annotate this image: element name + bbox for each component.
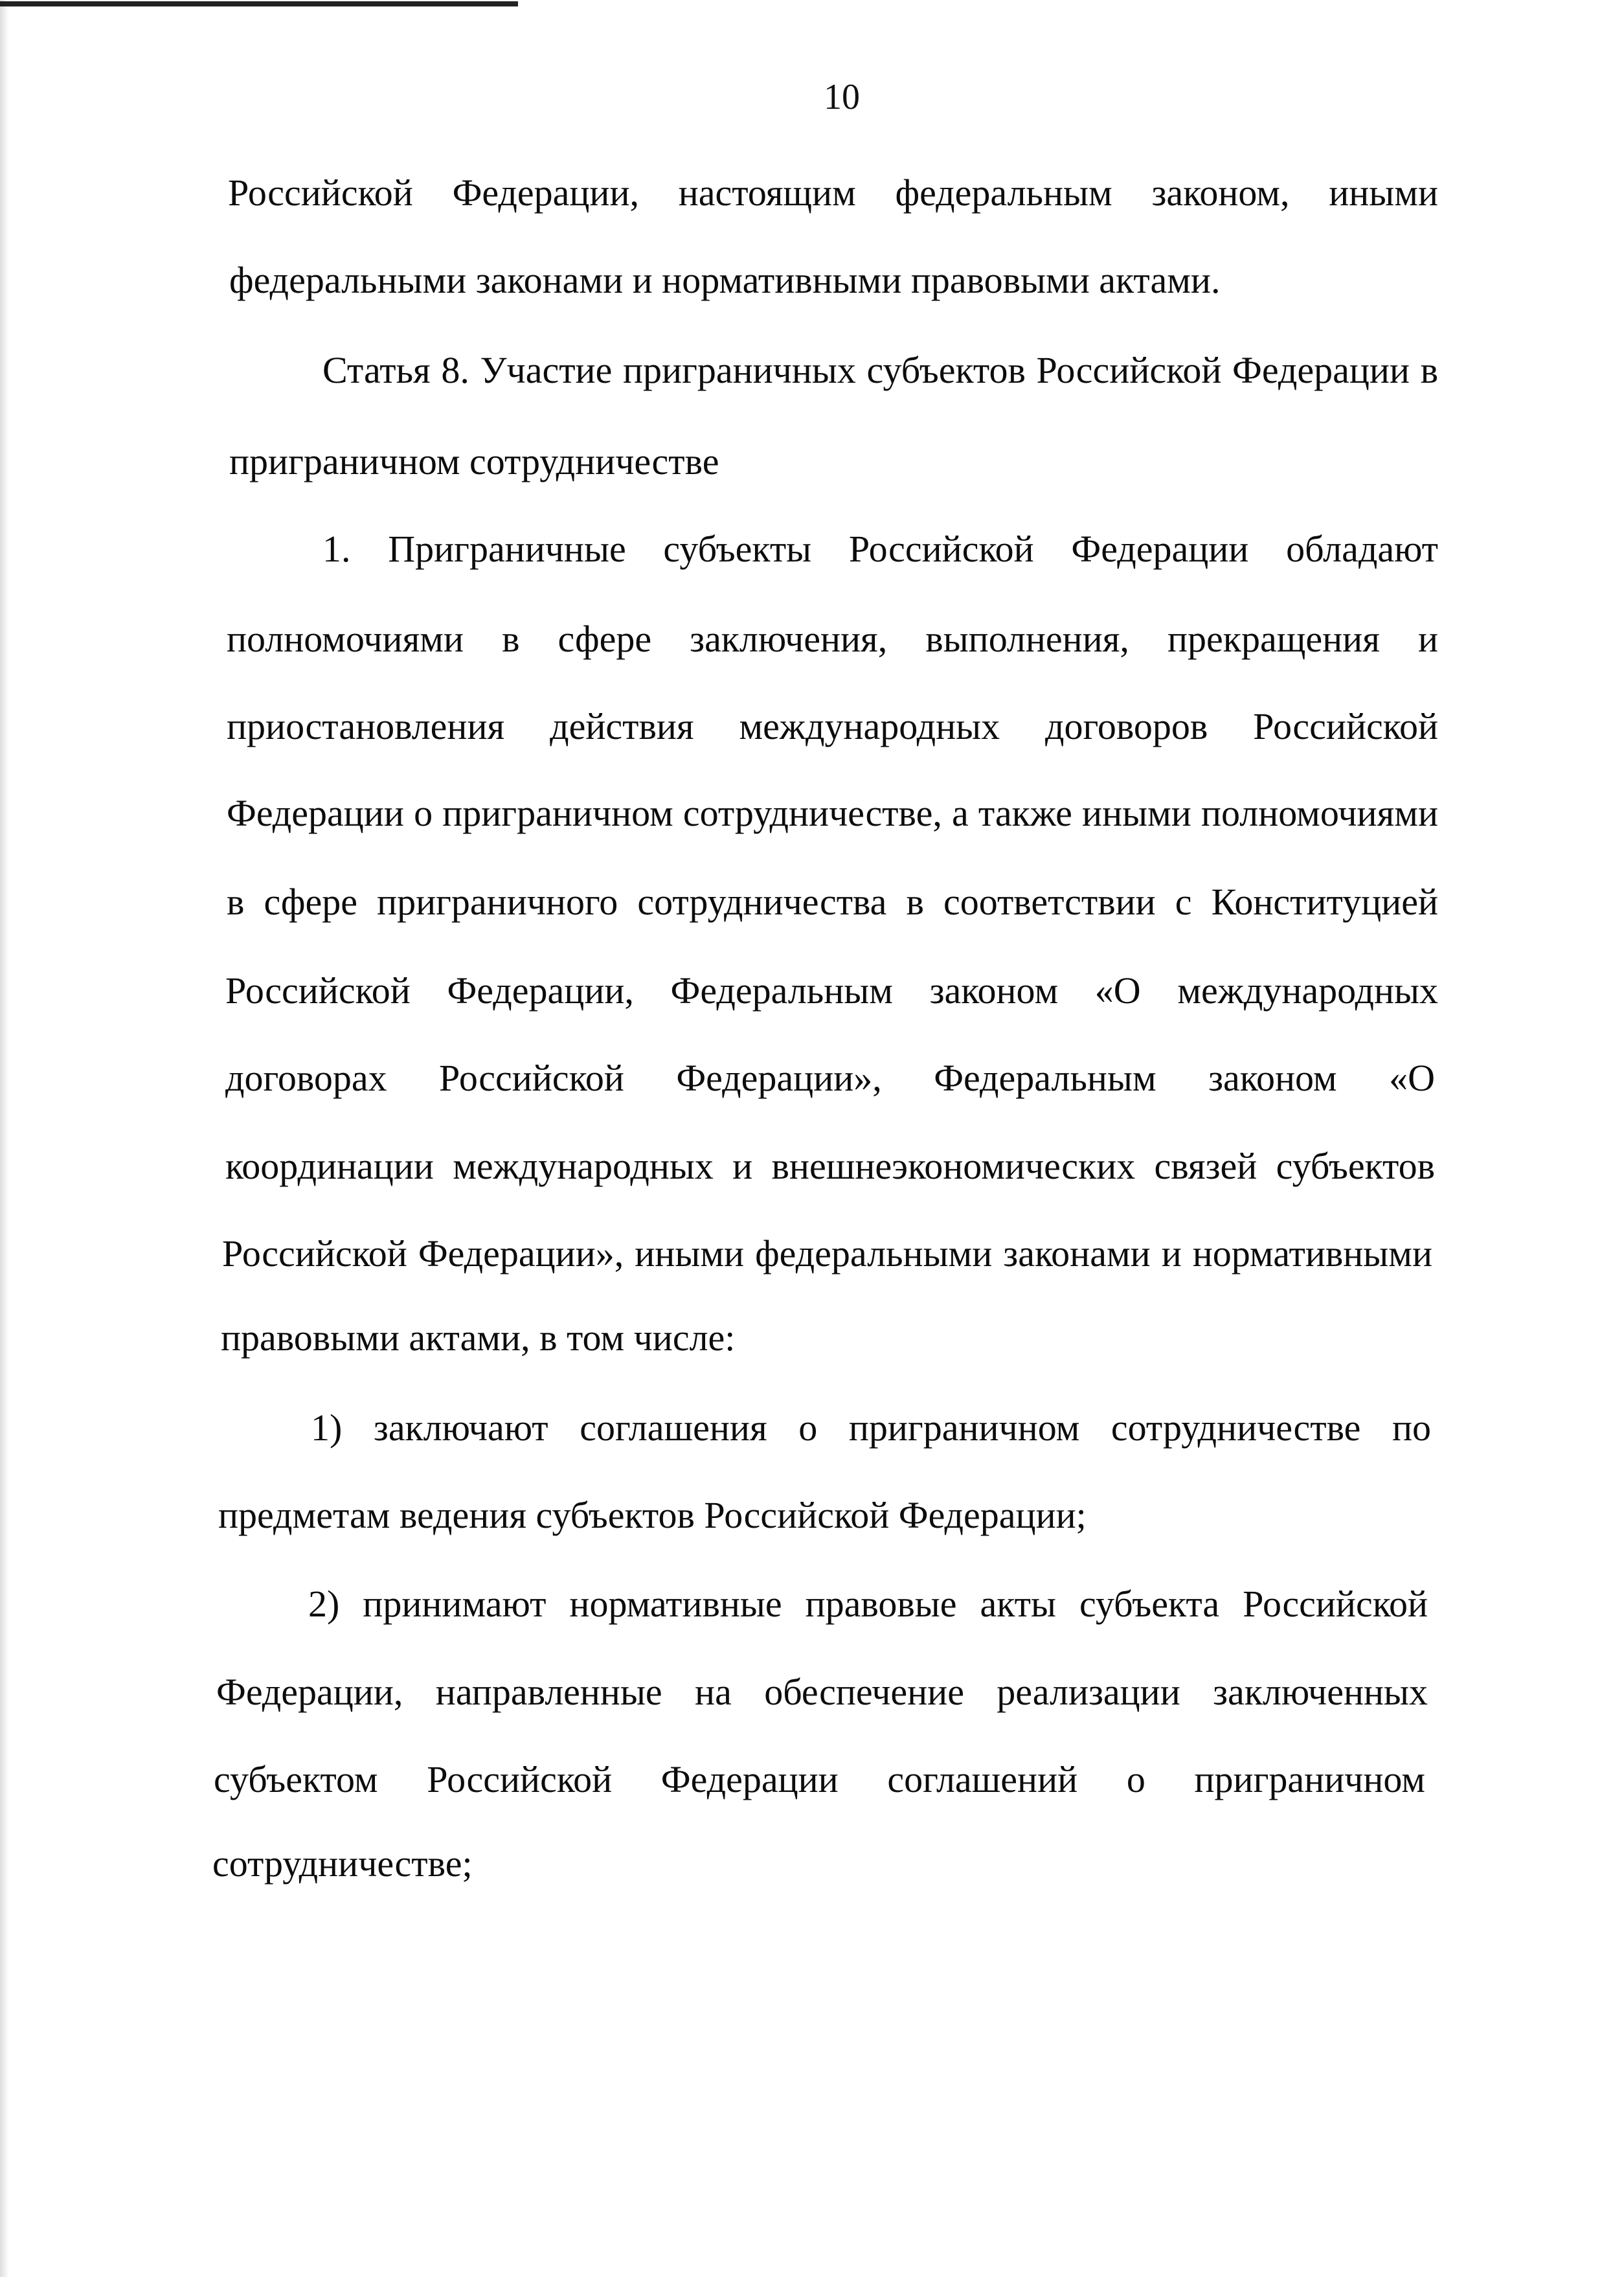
- article-heading-cont: приграничном сотрудничестве: [229, 440, 719, 482]
- list-item-cont: субъектом Российской Федерации соглашений о приграничном: [214, 1758, 1425, 1800]
- list-item: 1) заключают соглашения о приграничном сотрудничестве по: [311, 1407, 1431, 1449]
- text-line: Российской Федерации, настоящим федеральным законом, иными: [228, 172, 1438, 214]
- list-item-cont: сотрудничестве;: [212, 1842, 473, 1885]
- list-item-cont: предметам ведения субъектов Российской Федерации;: [218, 1494, 1087, 1536]
- text-line: полномочиями в сфере заключения, выполнения, прекращения и: [227, 618, 1438, 660]
- text-line: Российской Федерации», иными федеральными законами и нормативными: [222, 1232, 1432, 1274]
- scan-edge: [0, 0, 9, 2277]
- text-line: федеральными законами и нормативными правовыми актами.: [229, 259, 1221, 301]
- text-line: в сфере приграничного сотрудничества в соответствии с Конституцией: [227, 881, 1438, 923]
- text-line: координации международных и внешнеэкономических связей субъектов: [225, 1145, 1435, 1187]
- list-item: 2) принимают нормативные правовые акты субъекта Российской: [308, 1583, 1428, 1625]
- text-line: Федерации о приграничном сотрудничестве, а также иными полномочиями: [227, 792, 1438, 834]
- text-line: приостановления действия международных договоров Российской: [227, 705, 1438, 747]
- article-heading: Статья 8. Участие приграничных субъектов Российской Федерации в: [322, 349, 1438, 391]
- text-line: договорах Российской Федерации», Федеральным законом «О: [225, 1057, 1435, 1099]
- list-item-cont: Федерации, направленные на обеспечение реализации заключенных: [216, 1671, 1428, 1713]
- scan-artifact-line: [0, 1, 518, 6]
- text-line: Российской Федерации, Федеральным законом «О международных: [225, 969, 1438, 1012]
- text-line: 1. Приграничные субъекты Российской Федерации обладают: [322, 528, 1438, 570]
- text-line: правовыми актами, в том числе:: [221, 1317, 736, 1359]
- page-number: 10: [824, 77, 860, 117]
